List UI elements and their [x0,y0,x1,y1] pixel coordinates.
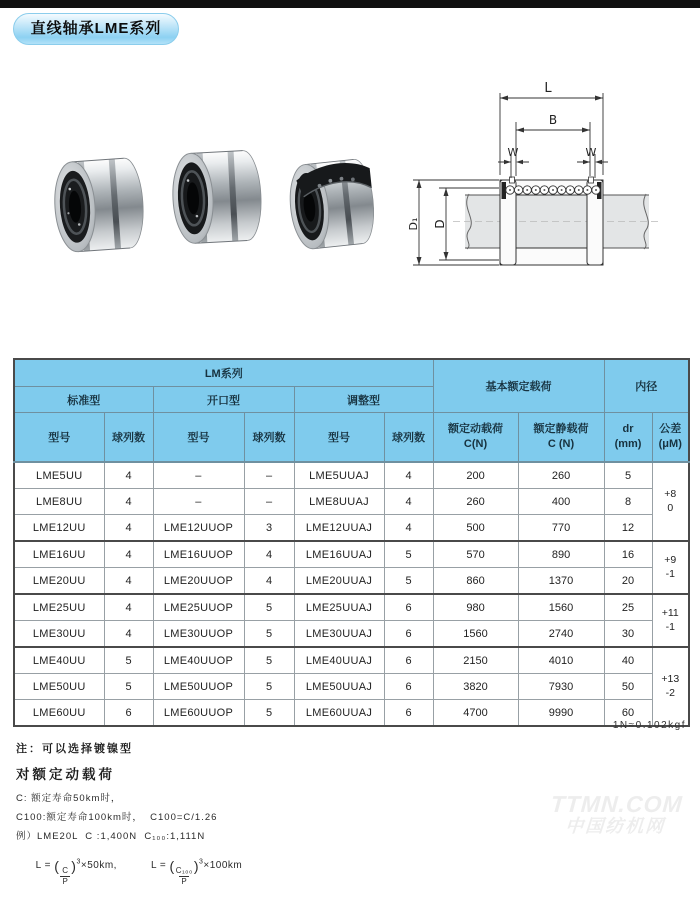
table-row [14,541,689,568]
value-cell: 1370 [518,568,604,595]
value-cell: 1560 [433,621,518,648]
table-row [14,621,689,648]
header-model-std: 型号 [14,413,104,463]
dim-label-L: L [544,81,552,96]
model-cell: LME25UU [14,594,104,621]
model-cell: LME30UUAJ [294,621,384,648]
value-cell: 6 [384,674,433,700]
value-cell: 40 [604,647,652,674]
value-cell: 260 [518,462,604,489]
model-cell: LME30UU [14,621,104,648]
value-cell: 5 [104,647,153,674]
value-cell: 4700 [433,700,518,727]
value-cell: 5 [244,647,294,674]
model-cell: – [153,462,244,489]
life-formulas [16,847,576,897]
model-cell: LME16UUOP [153,541,244,568]
value-cell: 6 [104,700,153,727]
value-cell: 12 [604,515,652,542]
note-life-100km: C100:额定寿命100km时， C100=C/1.26 [16,812,218,823]
table-row [14,647,689,674]
model-cell: – [153,489,244,515]
header-dr: dr (mm) [604,413,652,463]
model-cell: LME30UUOP [153,621,244,648]
value-cell: 4 [104,594,153,621]
header-open-type: 开口型 [153,387,294,413]
watermark-cn: 中国纺机网 [564,816,666,836]
dim-label-B: B [548,113,558,127]
value-cell: 4 [384,515,433,542]
value-cell: 8 [604,489,652,515]
note-nickel-plating: 注：可以选择镀镍型 [16,743,133,755]
model-cell: LME5UU [14,462,104,489]
model-cell: LME16UUAJ [294,541,384,568]
value-cell: 4 [384,462,433,489]
header-ball-rows-std: 球列数 [104,413,153,463]
value-cell: 25 [604,594,652,621]
value-cell: 200 [433,462,518,489]
bearing-photo-standard-2 [171,150,264,244]
model-cell: LME25UUAJ [294,594,384,621]
value-cell: 6 [384,700,433,727]
value-cell: 4010 [518,647,604,674]
spec-table [13,358,690,727]
watermark-site: TTMN.COM [549,791,684,817]
model-cell: LME20UUOP [153,568,244,595]
note-life-50km: C: 额定寿命50km时， [16,793,122,804]
value-cell: 6 [384,621,433,648]
value-cell: 6 [384,594,433,621]
header-dynamic-load: 额定动载荷 C(N) [433,413,518,463]
value-cell: 5 [244,674,294,700]
header-tolerance: 公差 (μM) [652,413,689,463]
spec-table-body [14,462,689,726]
value-cell: 5 [244,700,294,727]
model-cell: LME50UUAJ [294,674,384,700]
table-row [14,462,689,489]
page-title: 直线轴承LME系列 [13,13,179,45]
value-cell: 60 [604,700,652,727]
header-standard-type: 标准型 [14,387,153,413]
tolerance-cell: +8 0 [652,462,689,541]
value-cell: 4 [104,462,153,489]
table-row [14,674,689,700]
formula-50km: L = ( $\frac{C}{P}$ )$^3$×50km, [35,858,117,886]
dim-label-D1: D₁ [407,217,420,231]
model-cell: LME60UUOP [153,700,244,727]
value-cell: 500 [433,515,518,542]
value-cell: 50 [604,674,652,700]
value-cell: 2150 [433,647,518,674]
model-cell: LME40UU [14,647,104,674]
watermark [536,793,695,838]
model-cell: LME12UU [14,515,104,542]
value-cell: 4 [104,515,153,542]
value-cell: 980 [433,594,518,621]
value-cell: 570 [433,541,518,568]
header-model-adj: 型号 [294,413,384,463]
table-row [14,594,689,621]
model-cell: LME25UUOP [153,594,244,621]
value-cell: 4 [104,621,153,648]
model-cell: LME5UUAJ [294,462,384,489]
value-cell: 5 [604,462,652,489]
model-cell: LME12UUAJ [294,515,384,542]
unit-conversion: 1N≈0.102kgf [612,720,686,731]
product-photos [40,130,400,285]
table-row [14,515,689,542]
value-cell: 3 [244,515,294,542]
note-example: 例）LME20L C :1,400N C₁₀₀:1,111N [16,831,206,842]
value-cell: – [244,462,294,489]
value-cell: 400 [518,489,604,515]
header-ball-rows-open: 球列数 [244,413,294,463]
value-cell: 4 [104,489,153,515]
value-cell: 9990 [518,700,604,727]
value-cell: 6 [384,647,433,674]
header-adjust-type: 调整型 [294,387,433,413]
bearing-photo-open [286,158,377,251]
model-cell: LME8UU [14,489,104,515]
dim-label-W-left: W [507,146,519,159]
header-bore: 内径 [604,359,689,413]
value-cell: 7930 [518,674,604,700]
value-cell: 3820 [433,674,518,700]
value-cell: 260 [433,489,518,515]
model-cell: LME12UUOP [153,515,244,542]
header-static-load: 额定静载荷 C (N) [518,413,604,463]
dim-label-D: D [433,219,447,229]
model-cell: LME40UUOP [153,647,244,674]
value-cell: 2740 [518,621,604,648]
top-black-bar [0,0,700,8]
value-cell: 890 [518,541,604,568]
header-model-open: 型号 [153,413,244,463]
value-cell: 4 [244,541,294,568]
model-cell: LME60UU [14,700,104,727]
model-cell: LME60UUAJ [294,700,384,727]
header-ball-rows-adj: 球列数 [384,413,433,463]
value-cell: 30 [604,621,652,648]
tolerance-cell: +13 -2 [652,647,689,726]
model-cell: LME16UU [14,541,104,568]
value-cell: 4 [104,541,153,568]
tolerance-cell: +9 -1 [652,541,689,594]
dim-label-W-right: W [585,146,597,159]
model-cell: LME50UU [14,674,104,700]
model-cell: LME50UUOP [153,674,244,700]
value-cell: 860 [433,568,518,595]
table-row [14,568,689,595]
model-cell: LME40UUAJ [294,647,384,674]
value-cell: 20 [604,568,652,595]
value-cell: 4 [384,489,433,515]
note-dynamic-load-title: 对额定动载荷 [16,767,115,782]
value-cell: 5 [384,568,433,595]
value-cell: 4 [244,568,294,595]
tolerance-cell: +11 -1 [652,594,689,647]
value-cell: 770 [518,515,604,542]
value-cell: 1560 [518,594,604,621]
value-cell: – [244,489,294,515]
bearing-photo-standard-1 [52,157,146,253]
header-basic-load: 基本额定载荷 [433,359,604,413]
model-cell: LME20UU [14,568,104,595]
value-cell: 5 [244,621,294,648]
footnotes [16,740,576,897]
model-cell: LME20UUAJ [294,568,384,595]
header-lm-series: LM系列 [14,359,433,387]
formula-100km: L = ( $\frac{\text{C₁₀₀}}{P}$ )$^3$×100km [150,858,243,886]
model-cell: LME8UUAJ [294,489,384,515]
value-cell: 5 [384,541,433,568]
value-cell: 16 [604,541,652,568]
table-row [14,489,689,515]
value-cell: 4 [104,568,153,595]
value-cell: 5 [104,674,153,700]
dimension-diagram [403,78,695,306]
value-cell: 5 [244,594,294,621]
